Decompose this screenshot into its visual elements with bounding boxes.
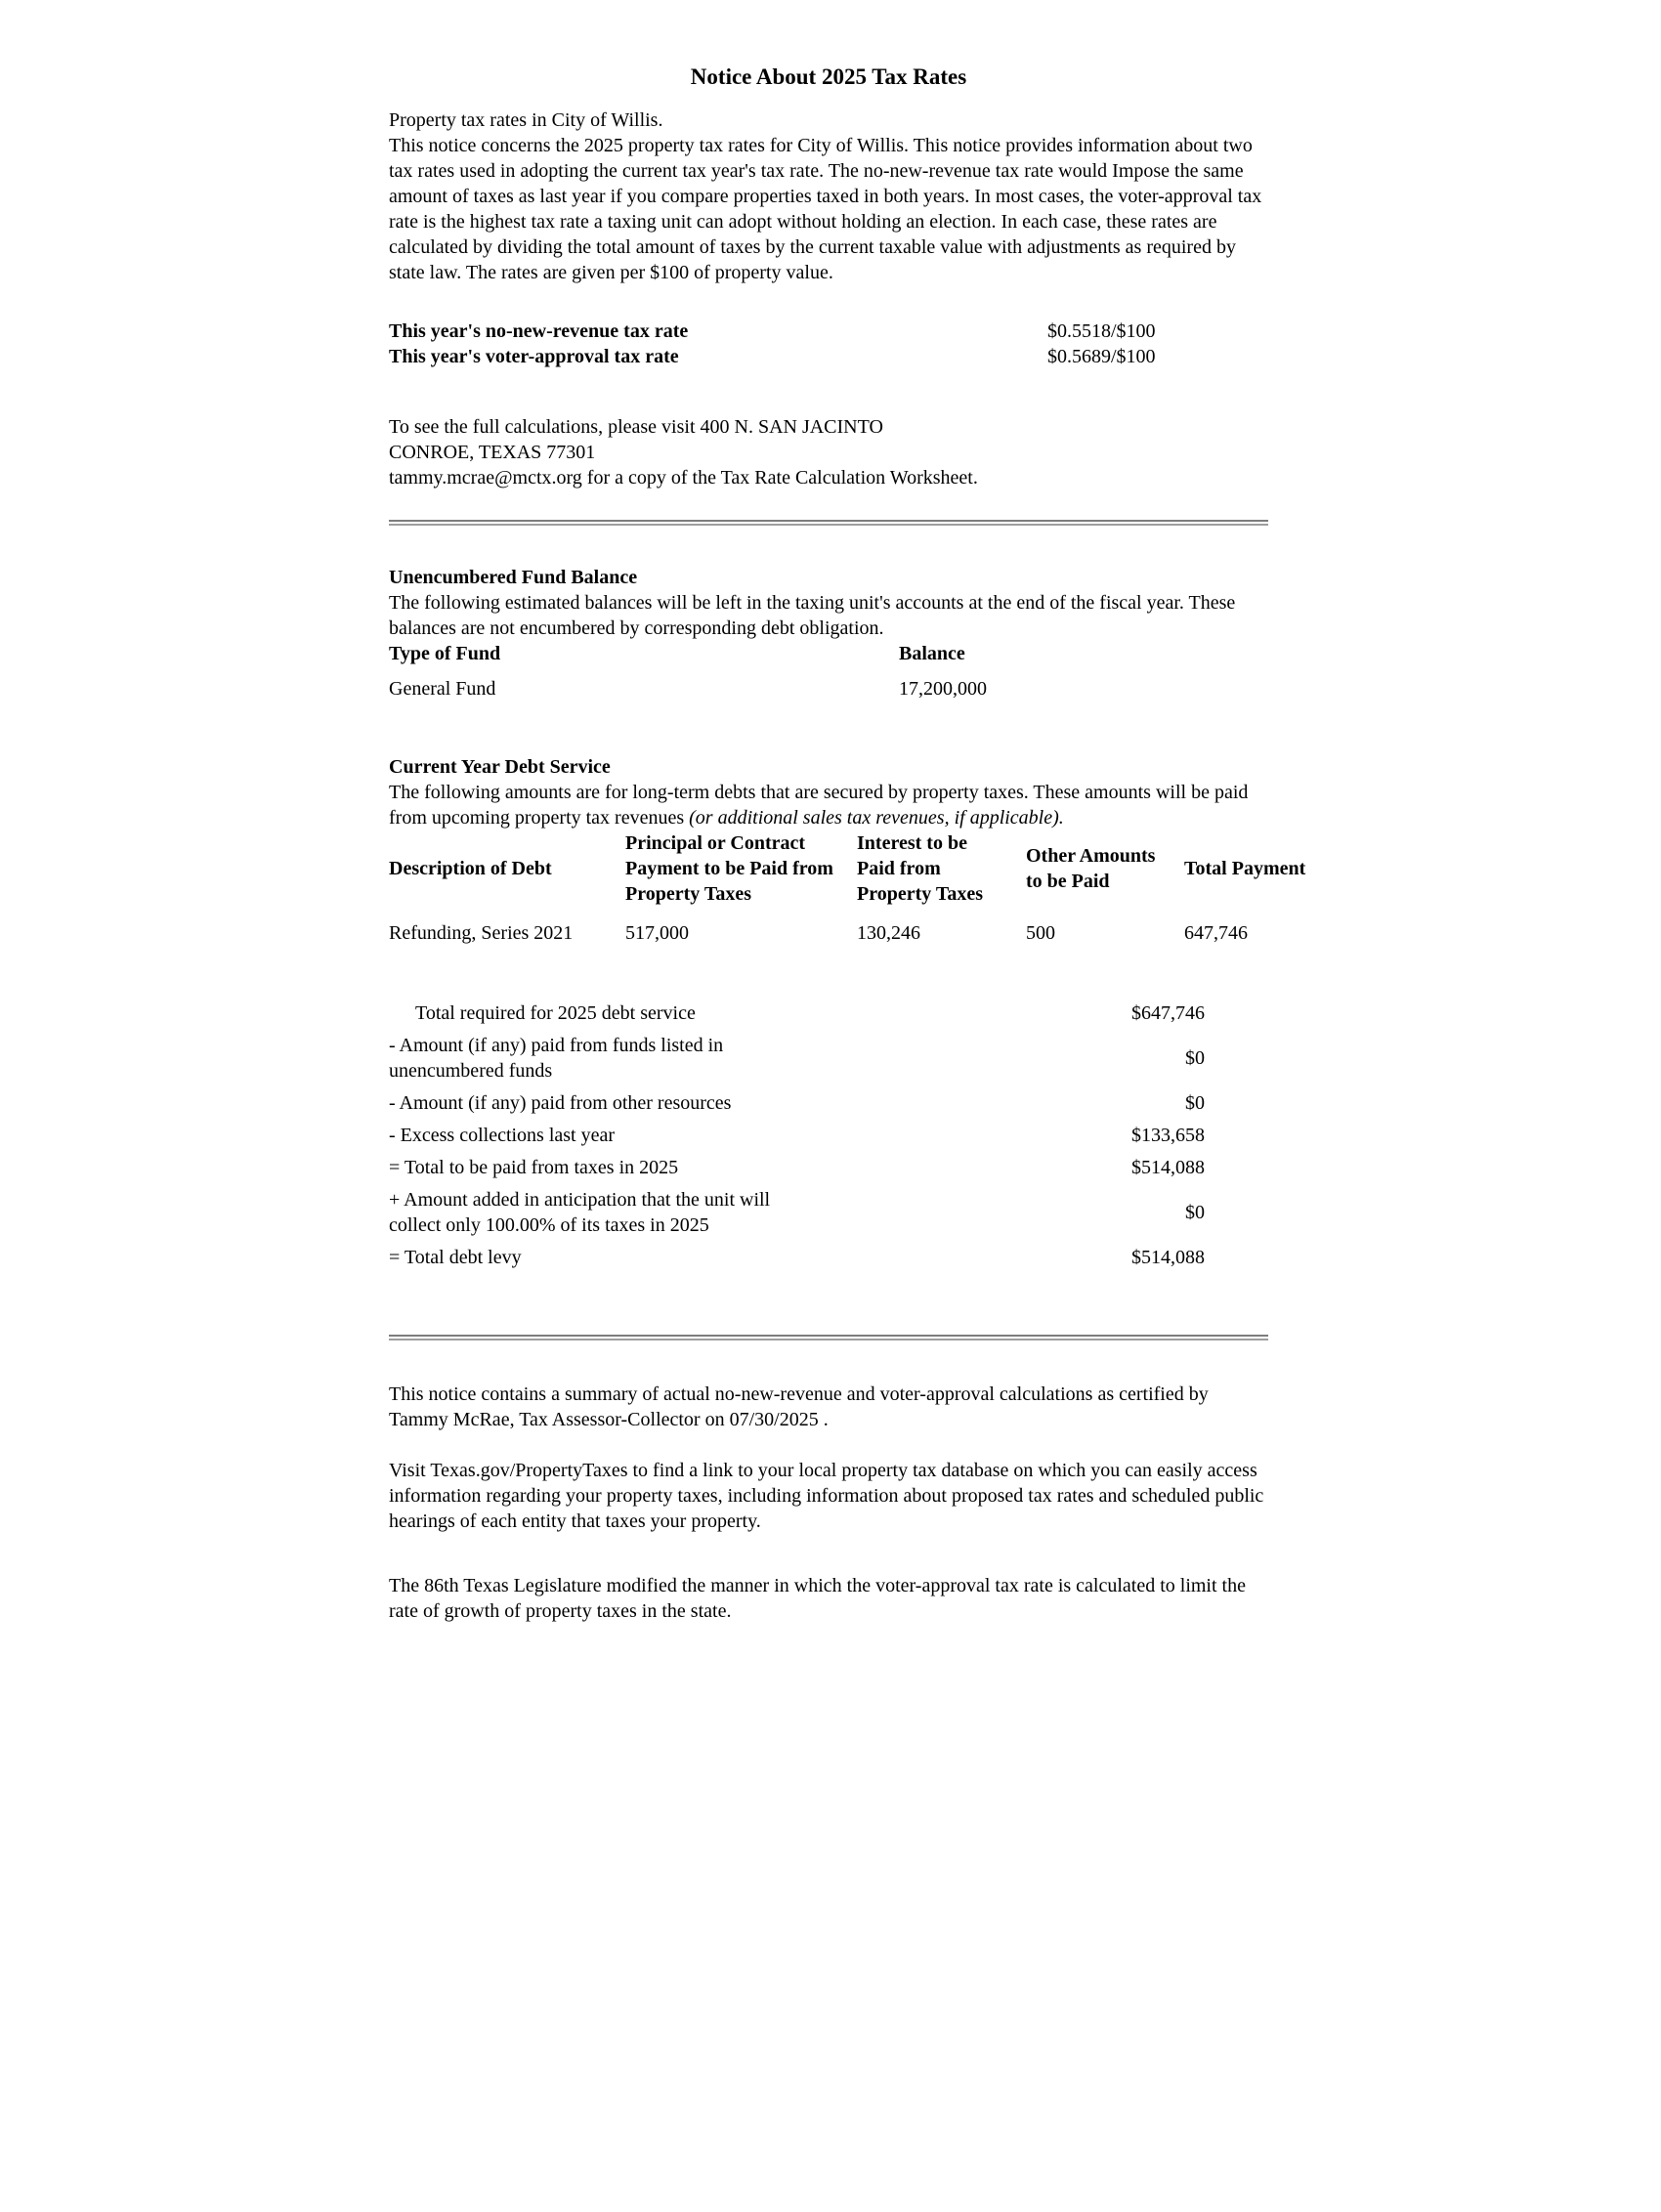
summary-label: - Excess collections last year [389, 1125, 616, 1146]
page-title: Notice About 2025 Tax Rates [690, 64, 967, 89]
column-header-description-of-debt: Description of Debt [389, 858, 552, 879]
column-header-total-payment: Total Payment [1184, 858, 1306, 879]
contact-line-city: CONROE, TEXAS 77301 [389, 442, 596, 463]
rate-label: This year's voter-approval tax rate [389, 346, 679, 367]
fund-name: General Fund [389, 678, 496, 700]
summary-row-total-from-taxes [389, 1155, 1268, 1180]
summary-value: $514,088 [1131, 1157, 1205, 1178]
debt-table-header [389, 830, 1306, 907]
section-divider [389, 1335, 1268, 1340]
debt-service-description [389, 780, 1268, 830]
tax-rates-block [389, 319, 1268, 369]
rate-value: $0.5689/$100 [1047, 346, 1156, 367]
rate-label: This year's no-new-revenue tax rate [389, 320, 689, 342]
column-header-type-of-fund: Type of Fund [389, 643, 501, 664]
debt-other: 500 [1026, 922, 1055, 944]
unencumbered-fund-balance-heading: Unencumbered Fund Balance [389, 567, 638, 588]
debt-service-description-normal: The following amounts are for long-term debts that are secured by property taxes. These amounts will be paid from upcoming property tax revenues [389, 782, 1249, 829]
summary-row-total-required [389, 1000, 1268, 1026]
summary-value: $514,088 [1131, 1247, 1205, 1268]
summary-value: $647,746 [1131, 1002, 1205, 1024]
summary-value: $0 [1185, 1202, 1205, 1223]
summary-value: $133,658 [1131, 1125, 1205, 1146]
debt-principal: 517,000 [625, 922, 689, 944]
summary-row-excess-collections [389, 1123, 1268, 1148]
rate-value: $0.5518/$100 [1047, 320, 1156, 342]
legislature-paragraph: The 86th Texas Legislature modified the manner in which the voter-approval tax rate is calculated to limit the rate of growth of property taxes in the state. [389, 1575, 1246, 1622]
contact-line-address: To see the full calculations, please visit 400 N. SAN JACINTO [389, 416, 883, 438]
section-divider [389, 520, 1268, 526]
column-header-interest-paid: Interest to be Paid from Property Taxes [857, 832, 984, 905]
summary-label: = Total to be paid from taxes in 2025 [389, 1157, 679, 1178]
debt-total: 647,746 [1184, 922, 1248, 944]
debt-summary-block [389, 1000, 1268, 1270]
summary-label: Total required for 2025 debt service [415, 1002, 696, 1024]
summary-row-paid-from-unencumbered [389, 1033, 1268, 1084]
notice-document [389, 63, 1306, 1624]
summary-label: = Total debt levy [389, 1247, 522, 1268]
contact-line-email: tammy.mcrae@mctx.org for a copy of the Tax Rate Calculation Worksheet. [389, 467, 978, 489]
intro-line: Property tax rates in City of Willis. [389, 109, 663, 131]
current-year-debt-service-heading: Current Year Debt Service [389, 756, 611, 778]
certification-paragraph: This notice contains a summary of actual no-new-revenue and voter-approval calculations as certified by Tammy McRae, Tax Assessor-Collector on 07/30/2025 . [389, 1383, 1209, 1430]
rate-row-no-new-revenue [389, 319, 1268, 344]
summary-row-total-debt-levy [389, 1245, 1268, 1270]
summary-value: $0 [1185, 1047, 1205, 1069]
summary-label: + Amount added in anticipation that the unit will collect only 100.00% of its taxes in 2025 [389, 1189, 771, 1236]
column-header-principal-payment: Principal or Contract Payment to be Paid from Property Taxes [625, 832, 833, 905]
summary-row-paid-from-other [389, 1090, 1268, 1116]
debt-table-row [389, 920, 1268, 946]
debt-service-description-italic: (or additional sales tax revenues, if applicable). [689, 807, 1064, 829]
column-header-other-amounts: Other Amounts to be Paid [1026, 845, 1156, 892]
fund-table-header [389, 641, 1268, 666]
debt-description: Refunding, Series 2021 [389, 922, 574, 944]
summary-value: $0 [1185, 1092, 1205, 1114]
intro-paragraph: This notice concerns the 2025 property tax rates for City of Willis. This notice provides information about two tax rates used in adopting the current tax year's tax rate. The no-new-revenue tax rate would Impose the same amount of taxes as last year if you compare properties taxed in both years. In most cases, the voter-approval tax rate is the highest tax rate a taxing unit can adopt without holding an election. In each case, these rates are calculated by dividing the total amount of taxes by the current taxable value with adjustments as required by state law. The rates are given per $100 of property value. [389, 135, 1262, 283]
unencumbered-fund-balance-description: The following estimated balances will be left in the taxing unit's accounts at the end of the fiscal year. These balances are not encumbered by corresponding debt obligation. [389, 592, 1236, 639]
summary-label: - Amount (if any) paid from funds listed in unencumbered funds [389, 1035, 724, 1082]
fund-table-row [389, 676, 1268, 702]
fund-balance: 17,200,000 [899, 678, 987, 700]
visit-paragraph: Visit Texas.gov/PropertyTaxes to find a link to your local property tax database on which you can easily access information regarding your property taxes, including information about proposed tax rates and scheduled public hearings of each entity that taxes your property. [389, 1460, 1264, 1532]
calculation-contact-block [389, 414, 1268, 490]
summary-row-amount-added [389, 1187, 1268, 1238]
column-header-balance: Balance [899, 643, 965, 664]
debt-interest: 130,246 [857, 922, 920, 944]
rate-row-voter-approval [389, 344, 1268, 369]
summary-label: - Amount (if any) paid from other resources [389, 1092, 732, 1114]
